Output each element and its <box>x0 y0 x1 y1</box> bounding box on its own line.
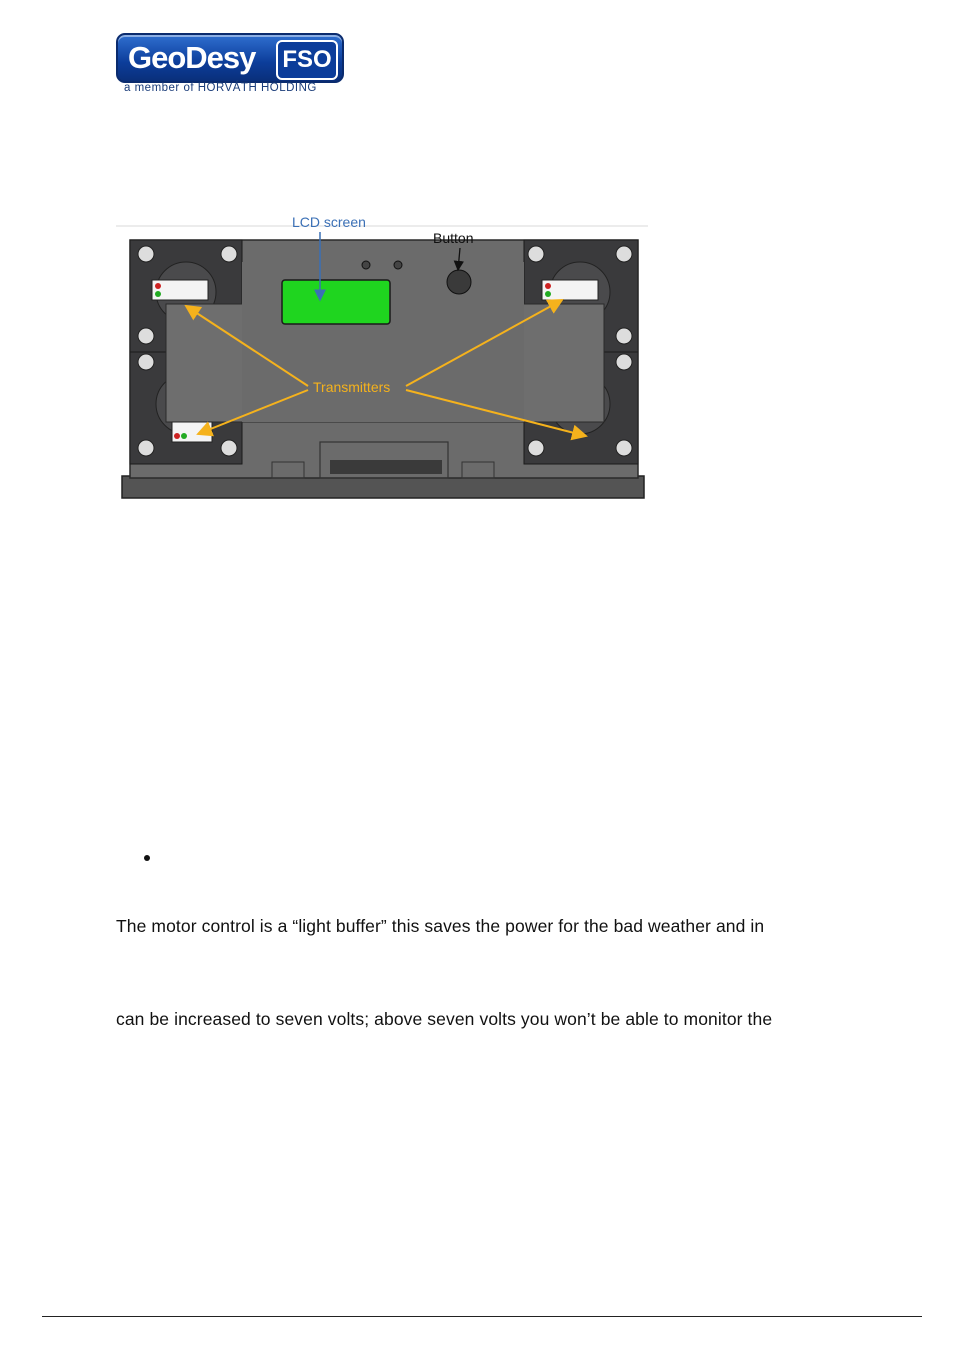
footer-rule <box>42 1316 922 1317</box>
button-label: Button <box>433 230 474 246</box>
transmitter-bottom-left <box>172 422 212 442</box>
list-bullet <box>144 855 150 861</box>
body-line-2: can be increased to seven volts; above seven volts you won’t be able to monitor the <box>116 1009 773 1029</box>
device-button <box>447 270 471 294</box>
company-logo <box>116 33 342 95</box>
transmitter-top-left <box>152 280 208 300</box>
transmitter-top-right <box>542 280 598 300</box>
logo-tagline: a member of HORVÁTH HOLDING <box>124 82 317 94</box>
base-plate <box>122 476 644 498</box>
body-line-1: The motor control is a “light buffer” this saves the power for the bad weather and in <box>116 916 765 936</box>
transmitters-label: Transmitters <box>313 379 391 395</box>
logo-badge <box>116 33 344 83</box>
device-diagram <box>116 212 650 504</box>
logo-fso: FSO <box>276 40 338 80</box>
lcd-screen <box>282 280 390 324</box>
lcd-label: LCD screen <box>292 214 366 230</box>
logo-brand: GeoDesy <box>128 40 256 75</box>
